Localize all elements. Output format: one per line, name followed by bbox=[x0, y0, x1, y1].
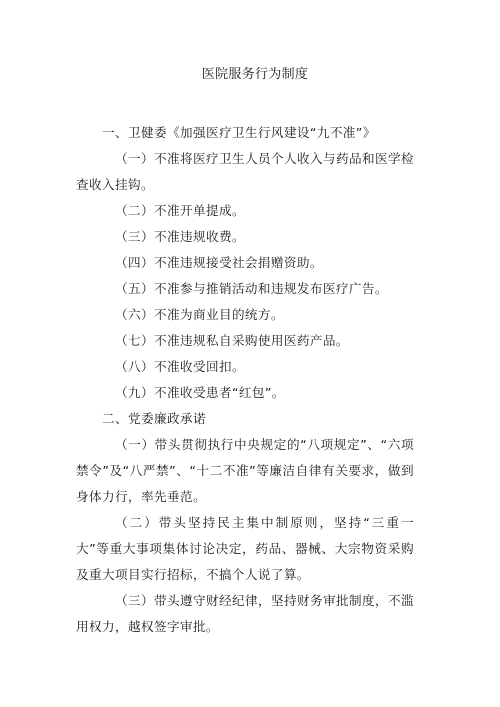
document-title: 医院服务行为制度 bbox=[201, 67, 309, 82]
section1-item-3: （三）不准违规收费。 bbox=[115, 229, 245, 244]
section2-item-1: （一）带头贯彻执行中央规定的“八项规定”、“六项禁令”及“八严禁”、“十二不准”等廉洁自律有关要求，做到身体力行，率先垂范。 bbox=[76, 437, 414, 504]
section1-item-1: （一）不准将医疗卫生人员个人收入与药品和医学检查收入挂钩。 bbox=[76, 151, 414, 192]
section1-item-5: （五）不准参与推销活动和违规发布医疗广告。 bbox=[115, 281, 388, 296]
section1-item-8: （八）不准收受回扣。 bbox=[115, 359, 245, 374]
section1-item-7: （七）不准违规私自采购使用医药产品。 bbox=[115, 333, 349, 348]
section-heading-2: 二、党委廉政承诺 bbox=[102, 411, 206, 426]
section1-item-2: （二）不准开单提成。 bbox=[115, 203, 245, 218]
section-heading-1: 一、卫健委《加强医疗卫生行风建设“九不准”》 bbox=[102, 125, 376, 140]
section1-item-4: （四）不准违规接受社会捐赠资助。 bbox=[115, 255, 323, 270]
section1-item-6: （六）不准为商业目的统方。 bbox=[115, 307, 284, 322]
section1-item-9: （九）不准收受患者“红包”。 bbox=[115, 385, 285, 400]
section2-item-2: （二）带头坚持民主集中制原则，坚持“三重一大”等重大事项集体讨论决定，药品、器械、大宗物资采购及重大项目实行招标，不搞个人说了算。 bbox=[76, 515, 414, 582]
section2-item-3: （三）带头遵守财经纪律，坚持财务审批制度，不滥用权力，越权签字审批。 bbox=[76, 593, 414, 634]
